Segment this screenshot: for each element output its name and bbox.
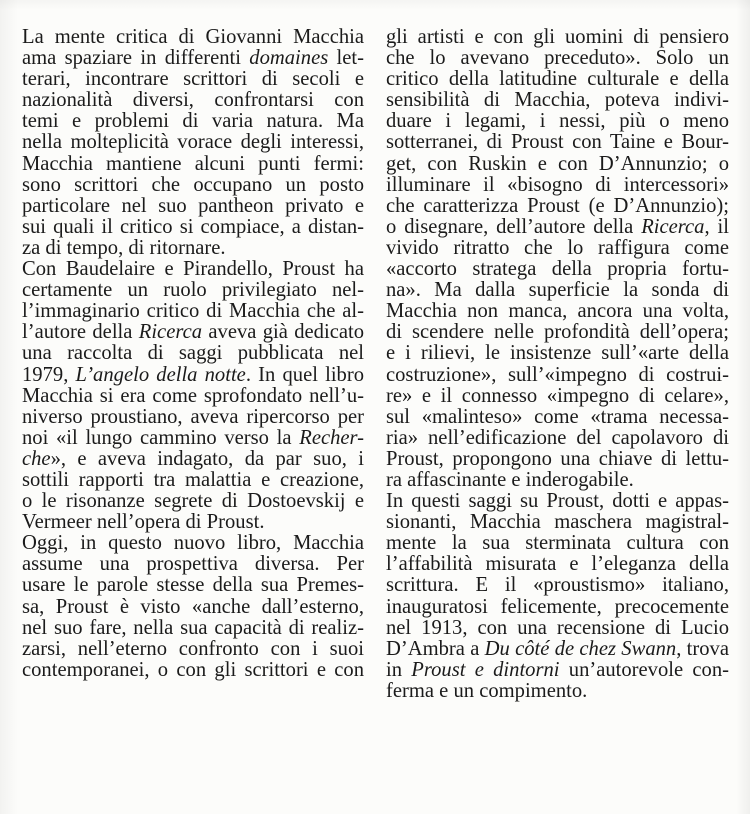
text-line	[386, 512, 729, 533]
line-text: una raccolta di saggi pubblicata nel	[22, 342, 364, 365]
line-text: scrittura. E il «proustismo» italiano,	[386, 574, 729, 597]
line-text: nel suo fare, nella sua capacità di realiz-	[22, 616, 364, 639]
text-line	[22, 322, 364, 343]
text-line	[22, 575, 364, 596]
line-text: za di tempo, di ritornare.	[22, 236, 226, 259]
line-text: ferma e un compimento.	[386, 679, 588, 702]
italic-title: che	[22, 447, 51, 470]
text-line	[22, 618, 364, 639]
line-text: let-	[328, 47, 364, 70]
text-line	[22, 428, 364, 449]
line-text: ama spaziare in differenti	[22, 47, 250, 70]
text-line	[386, 470, 729, 491]
text-line	[22, 660, 364, 681]
text-line	[386, 48, 729, 69]
line-text: terari, incontrare scrittori di secoli e	[22, 68, 364, 91]
line-text: Vermeer nell’opera di Proust.	[22, 511, 265, 534]
line-text: l’immaginario critico di Macchia che al-	[22, 300, 364, 323]
text-line	[386, 90, 729, 111]
line-text: sensibilità di Macchia, poteva indivi-	[386, 89, 729, 112]
text-line	[22, 639, 364, 660]
line-text: Con Baudelaire e Pirandello, Proust ha	[22, 258, 364, 281]
line-text: che lo avevano preceduto». Solo un	[386, 47, 729, 70]
text-line	[386, 533, 729, 554]
line-text: Proust, propongono una chiave di lettu-	[386, 447, 729, 470]
line-text: e i rilievi, le insistenze sull’«arte della	[386, 342, 729, 365]
line-text: gli artisti e con gli uomini di pensiero	[386, 26, 729, 48]
text-line	[22, 154, 364, 175]
line-text: o le risonanze segrete di Dostoevskij e	[22, 490, 364, 513]
text-line	[386, 196, 729, 217]
text-line	[22, 554, 364, 575]
text-line	[386, 681, 729, 702]
line-text: nazionalità diversi, confrontarsi con	[22, 89, 364, 112]
line-text: in	[386, 658, 412, 681]
line-text: che caratterizza Proust (e D’Annunzio);	[386, 194, 729, 217]
line-text: nel 1913, con una recensione di Lucio	[386, 616, 729, 639]
line-text: ra affascinante e inderogabile.	[386, 468, 634, 491]
text-line	[386, 491, 729, 512]
text-line	[22, 90, 364, 111]
text-line	[22, 407, 364, 428]
line-text: sul «malinteso» come «trama necessa-	[386, 405, 729, 428]
text-line	[22, 175, 364, 196]
italic-title: Recher-	[299, 426, 364, 449]
text-line	[386, 449, 729, 470]
text-line	[22, 217, 364, 238]
line-text: di scendere nelle profondità dell’opera;	[386, 321, 729, 344]
text-line	[22, 48, 364, 69]
text-line	[22, 449, 364, 470]
text-line	[22, 491, 364, 512]
line-text: Macchia non manca, ancora una volta,	[386, 300, 729, 323]
line-text: usare le parole stesse della sua Premes-	[22, 574, 364, 597]
line-text: l’affabilità misurata e l’eleganza della	[386, 553, 729, 576]
line-text: inauguratosi felicemente, precocemente	[386, 595, 729, 618]
text-line	[22, 533, 364, 554]
line-text: particolare nel suo pantheon privato e	[22, 194, 364, 217]
text-line	[22, 196, 364, 217]
line-text: niverso proustiano, aveva ripercorso per	[22, 405, 364, 428]
line-text: . In quel libro	[245, 363, 365, 386]
line-text: nella molteplicità vorace degli interessi,	[22, 131, 364, 154]
line-text: Macchia mantiene alcuni punti fermi:	[22, 152, 364, 175]
text-line	[386, 322, 729, 343]
italic-title: Du côté de chez Swann	[484, 637, 677, 660]
line-text: sionanti, Macchia maschera magistral-	[386, 511, 729, 534]
text-line	[22, 512, 364, 533]
text-line	[386, 428, 729, 449]
line-text: get, con Ruskin e con D’Annunzio; o	[386, 152, 729, 175]
line-text: temi e problemi di varia natura. Ma	[22, 110, 364, 133]
text-line	[386, 365, 729, 386]
text-line	[22, 470, 364, 491]
text-line	[386, 639, 729, 660]
italic-title: domaines	[249, 47, 329, 70]
text-line	[22, 69, 364, 90]
text-line	[386, 407, 729, 428]
text-line	[22, 27, 364, 48]
line-text: sottili rapporti tra malattia e creazione,	[22, 468, 364, 491]
text-line	[22, 238, 364, 259]
right-text-column	[386, 27, 729, 702]
text-line	[22, 386, 364, 407]
line-text: aveva già dedicato	[202, 321, 364, 344]
line-text: sotterranei, di Proust con Taine e Bour-	[386, 131, 729, 154]
line-text: 1979,	[22, 363, 76, 386]
line-text: na». Ma dalla superficie la sonda di	[386, 279, 729, 302]
line-text: Macchia si era come sprofondato nell’u-	[22, 384, 364, 407]
line-text: un’autorevole con-	[559, 658, 729, 681]
line-text: costruzione», sull’«impegno di costrui-	[386, 363, 729, 386]
line-text: l’autore della	[22, 321, 139, 344]
line-text: certamente un ruolo privilegiato nel-	[22, 279, 364, 302]
text-line	[386, 27, 729, 48]
line-text: , il	[704, 215, 729, 238]
line-text: Oggi, in questo nuovo libro, Macchia	[22, 532, 364, 555]
text-line	[386, 386, 729, 407]
line-text: assume una prospettiva diversa. Per	[22, 553, 364, 576]
line-text: illuminare il «bisogno di intercessori»	[386, 173, 729, 196]
text-line	[22, 111, 364, 132]
text-line	[386, 280, 729, 301]
text-line	[386, 618, 729, 639]
text-line	[386, 554, 729, 575]
text-line	[386, 575, 729, 596]
text-line	[386, 111, 729, 132]
text-line	[386, 132, 729, 153]
text-line	[386, 343, 729, 364]
left-text-column	[22, 27, 364, 681]
line-text: zarsi, nell’eterno confronto con i suoi	[22, 637, 364, 660]
line-text: critico della latitudine culturale e della	[386, 68, 729, 91]
text-line	[22, 301, 364, 322]
text-line	[386, 301, 729, 322]
text-line	[22, 259, 364, 280]
text-line	[386, 238, 729, 259]
line-text: contemporanei, o con gli scrittori e con	[22, 658, 364, 681]
line-text: sui quali il critico si compiace, a distan-	[22, 215, 364, 238]
line-text: mente la sua sterminata cultura con	[386, 532, 729, 555]
text-line	[386, 660, 729, 681]
line-text: duare i legami, i nessi, più o meno	[386, 110, 729, 133]
line-text: ria» nell’edificazione del capolavoro di	[386, 426, 729, 449]
text-line	[386, 175, 729, 196]
italic-title: L’angelo della notte	[75, 363, 246, 386]
line-text: D’Ambra a	[386, 637, 485, 660]
italic-title: Ricerca	[641, 215, 705, 238]
italic-title: Proust e dintorni	[411, 658, 560, 681]
line-text: », e aveva indagato, da par suo, i	[50, 447, 364, 470]
line-text: La mente critica di Giovanni Macchia	[22, 26, 364, 48]
text-line	[386, 217, 729, 238]
line-text: sono scrittori che occupano un posto	[22, 173, 364, 196]
line-text: sa, Proust è visto «anche dall’esterno,	[22, 595, 364, 618]
text-line	[22, 597, 364, 618]
line-text: In questi saggi su Proust, dotti e appas-	[386, 490, 729, 513]
text-line	[22, 280, 364, 301]
line-text: «accorto stratega della propria fortu-	[386, 258, 729, 281]
text-line	[22, 365, 364, 386]
text-line	[386, 597, 729, 618]
line-text: re» e il connesso «impegno di celare»,	[386, 384, 729, 407]
line-text: o disegnare, dell’autore della	[386, 215, 642, 238]
line-text: noi «il lungo cammino verso la	[22, 426, 300, 449]
text-line	[386, 69, 729, 90]
text-line	[386, 259, 729, 280]
line-text: , trova	[676, 637, 729, 660]
italic-title: Ricerca	[138, 321, 203, 344]
line-text: vivido ritratto che lo raffigura come	[386, 236, 729, 259]
text-line	[22, 132, 364, 153]
text-line	[386, 154, 729, 175]
text-line	[22, 343, 364, 364]
